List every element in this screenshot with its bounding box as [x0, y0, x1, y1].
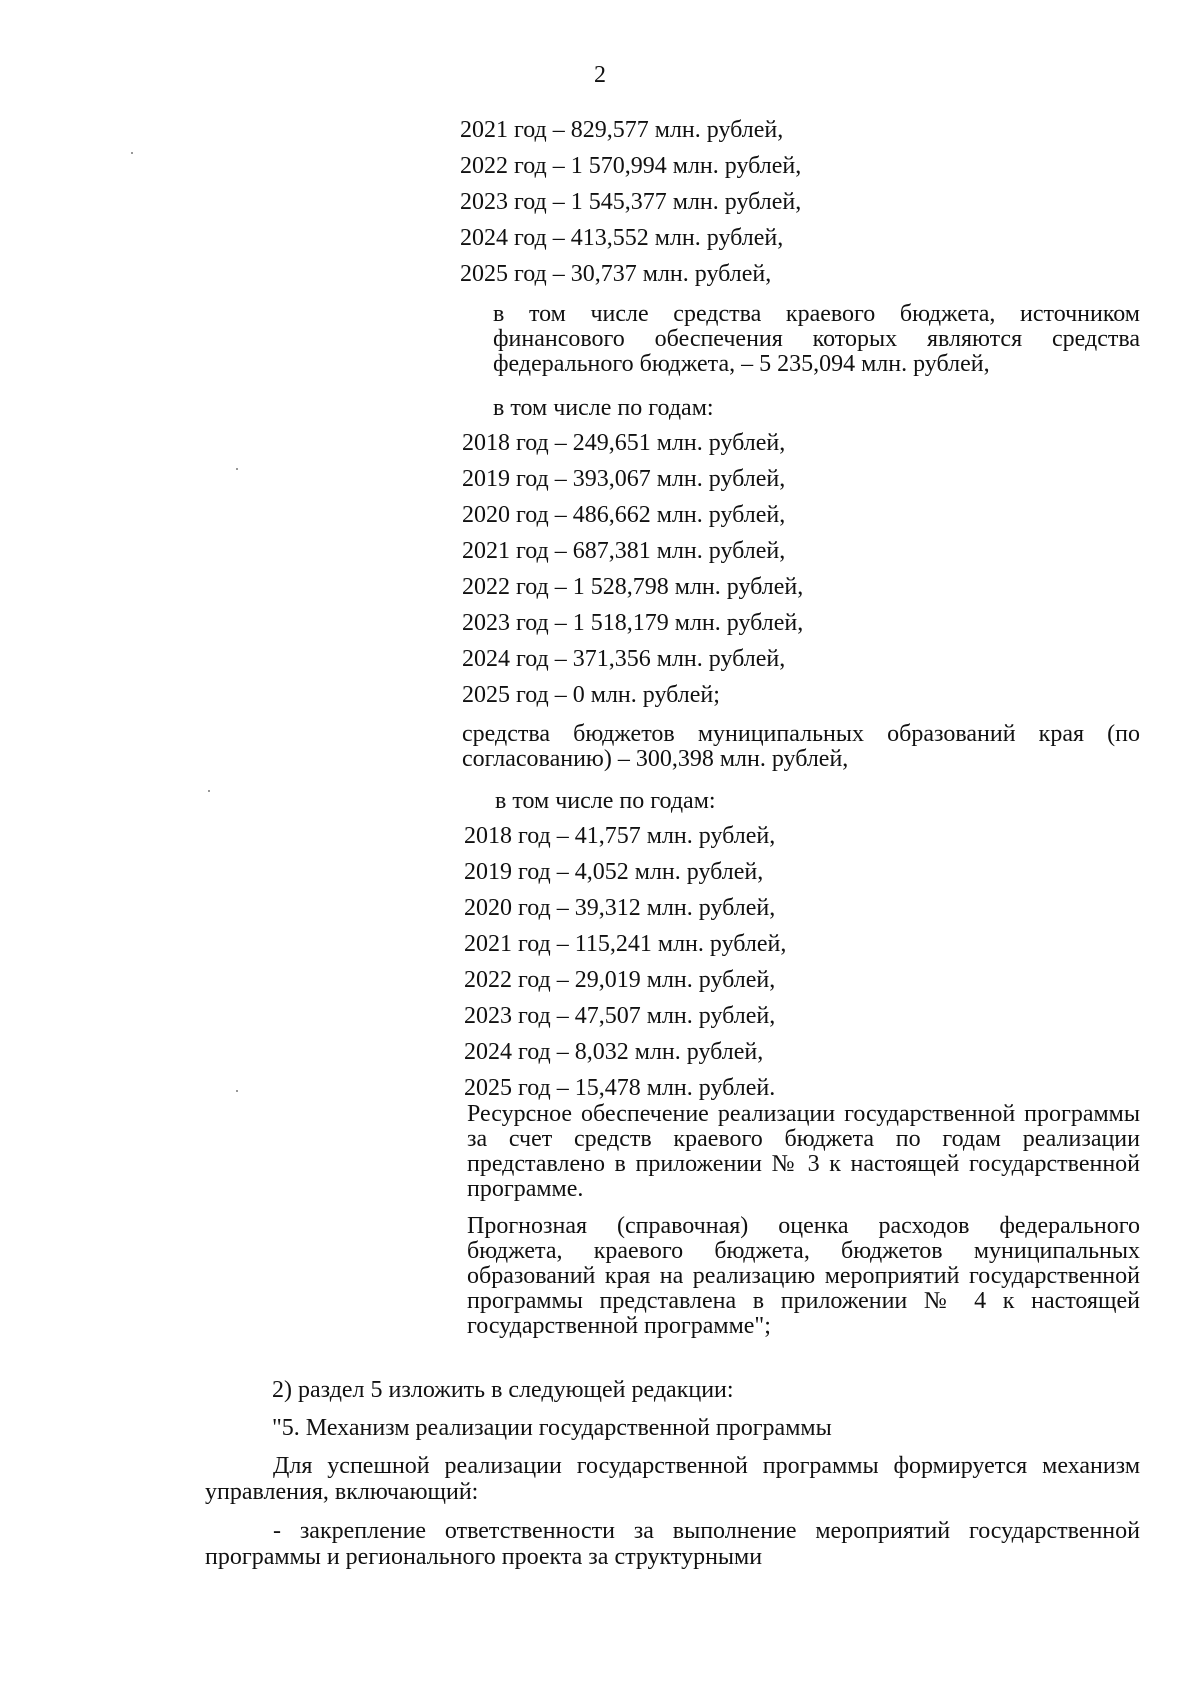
year-line: 2022 год – 1 570,994 млн. рублей, — [460, 153, 802, 179]
section-5-heading: "5. Механизм реализации государственной программы — [272, 1415, 832, 1441]
page-number: 2 — [594, 62, 606, 88]
year-line: 2023 год – 47,507 млн. рублей, — [464, 1003, 776, 1029]
scan-speck — [236, 468, 238, 470]
municipal-funds-note: средства бюджетов муниципальных образований края (по согласованию) – 300,398 млн. рублей, — [462, 721, 1140, 772]
year-line: 2025 год – 15,478 млн. рублей. — [464, 1075, 776, 1101]
year-line: 2019 год – 393,067 млн. рублей, — [462, 466, 786, 492]
year-line: 2024 год – 371,356 млн. рублей, — [462, 646, 786, 672]
year-line: 2023 год – 1 518,179 млн. рублей, — [462, 610, 804, 636]
scan-speck — [236, 1090, 238, 1092]
year-line: 2020 год – 486,662 млн. рублей, — [462, 502, 786, 528]
year-line: 2023 год – 1 545,377 млн. рублей, — [460, 189, 802, 215]
resource-provision-paragraph: Ресурсное обеспечение реализации государственной программы за счет средств краевого бюджета по годам реализации представлено в приложении № 3 к настоящей государственной программе. — [467, 1101, 1140, 1202]
year-list-municipal — [464, 818, 1144, 1106]
year-line: 2018 год – 41,757 млн. рублей, — [464, 823, 776, 849]
federal-by-years-label: в том числе по годам: — [493, 395, 714, 421]
amendment-item-2: 2) раздел 5 изложить в следующей редакции: — [272, 1377, 734, 1403]
year-line: 2025 год – 30,737 млн. рублей, — [460, 261, 772, 287]
year-line: 2022 год – 1 528,798 млн. рублей, — [462, 574, 804, 600]
year-line: 2021 год – 687,381 млн. рублей, — [462, 538, 786, 564]
year-line: 2018 год – 249,651 млн. рублей, — [462, 430, 786, 456]
forecast-estimate-paragraph: Прогнозная (справочная) оценка расходов федерального бюджета, краевого бюджета, бюджетов муниципальных образований края на реализацию мероприятий государственной программы представлена в приложении № 4 к настоящей государственной программе"; — [467, 1213, 1140, 1339]
scan-speck — [131, 152, 133, 154]
municipal-by-years-label: в том числе по годам: — [495, 788, 716, 814]
mechanism-item-1: - закрепление ответственности за выполнение мероприятий государственной программы и регионального проекта за структурными — [205, 1518, 1140, 1570]
mechanism-intro-paragraph: Для успешной реализации государственной программы формируется механизм управления, включающий: — [205, 1453, 1140, 1505]
year-list-totals — [460, 112, 1140, 292]
year-line: 2021 год – 829,577 млн. рублей, — [460, 117, 784, 143]
year-list-federal — [462, 425, 1142, 713]
year-line: 2025 год – 0 млн. рублей; — [462, 682, 720, 708]
year-line: 2024 год – 8,032 млн. рублей, — [464, 1039, 764, 1065]
year-line: 2020 год – 39,312 млн. рублей, — [464, 895, 776, 921]
year-line: 2019 год – 4,052 млн. рублей, — [464, 859, 764, 885]
year-line: 2024 год – 413,552 млн. рублей, — [460, 225, 784, 251]
federal-funds-note: в том числе средства краевого бюджета, источником финансового обеспечения которых являются средства федерального бюджета, – 5 235,094 млн. рублей, — [493, 301, 1140, 377]
year-line: 2022 год – 29,019 млн. рублей, — [464, 967, 776, 993]
year-line: 2021 год – 115,241 млн. рублей, — [464, 931, 787, 957]
scan-speck — [208, 790, 210, 792]
